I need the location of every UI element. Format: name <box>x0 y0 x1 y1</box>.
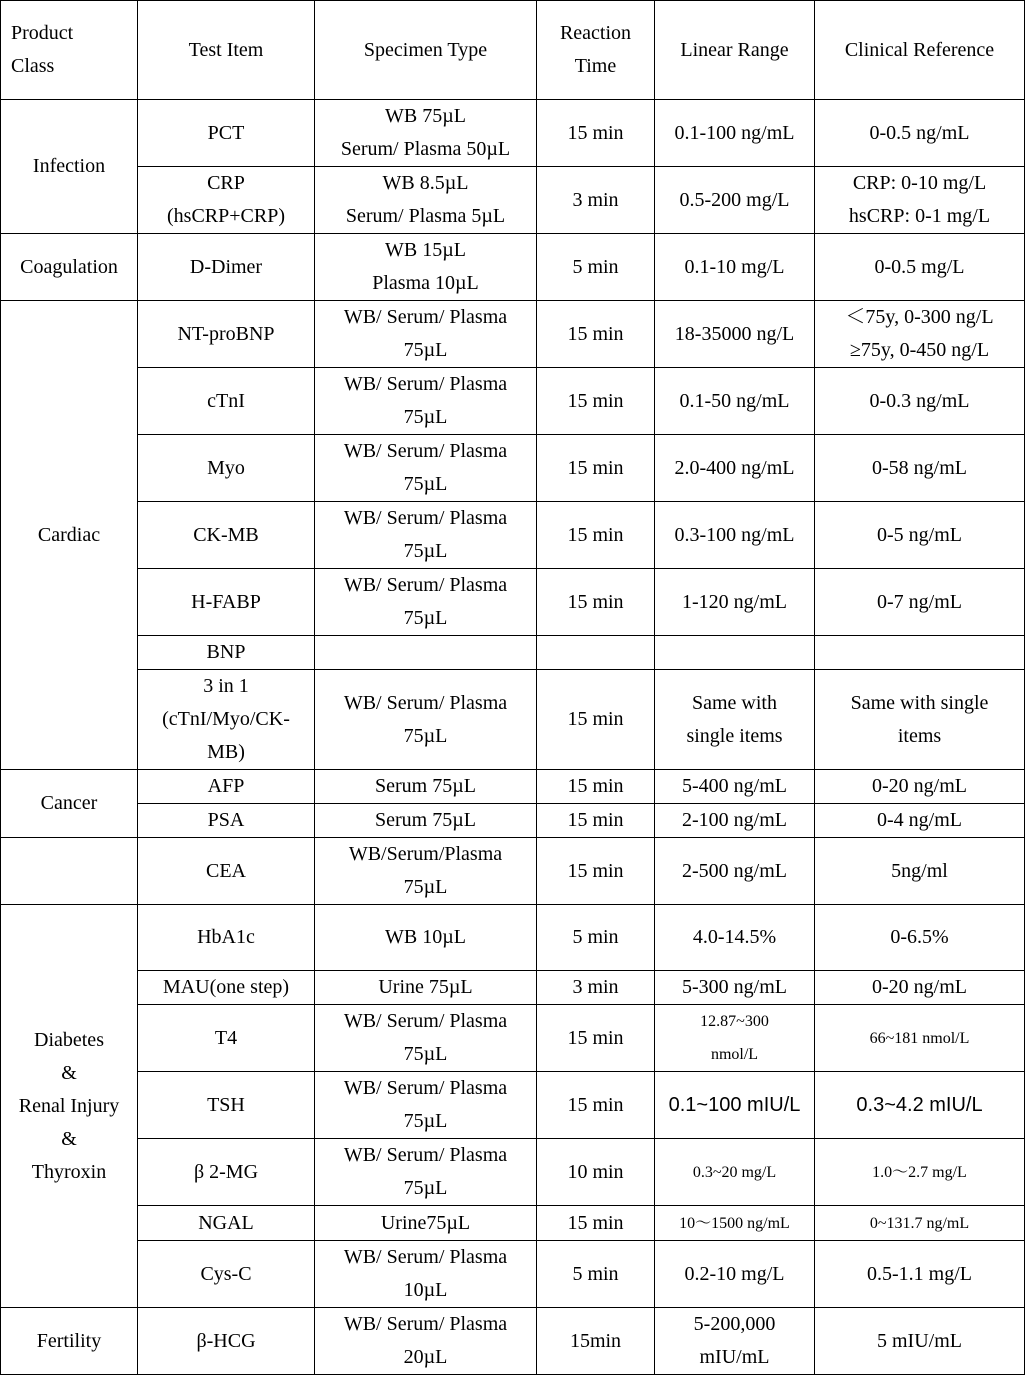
cell-test-item: D-Dimer <box>138 234 315 301</box>
table-row <box>1 234 1025 301</box>
cell-specimen: WB/ Serum/ Plasma 75µL <box>315 670 537 770</box>
cell-test-item: 3 in 1 (cTnI/Myo/CK- MB) <box>138 670 315 770</box>
cell-test-item: CEA <box>138 838 315 905</box>
cell-time: 15 min <box>537 670 655 770</box>
cell-specimen: WB/ Serum/ Plasma 20µL <box>315 1308 537 1375</box>
cell-test-item: PSA <box>138 804 315 838</box>
header-clinical-reference: Clinical Reference <box>815 1 1025 100</box>
header-reaction-time: Reaction Time <box>537 1 655 100</box>
cell-specimen: WB/ Serum/ Plasma 75µL <box>315 301 537 368</box>
cell-specimen: WB/ Serum/ Plasma 75µL <box>315 1005 537 1072</box>
cell-time: 3 min <box>537 167 655 234</box>
table-row <box>1 435 1025 502</box>
cell-time: 15 min <box>537 502 655 569</box>
header-product-class: Product Class <box>1 1 138 100</box>
group-coagulation: Coagulation <box>1 234 138 301</box>
cell-specimen: WB 15µL Plasma 10µL <box>315 234 537 301</box>
cell-specimen: WB/ Serum/ Plasma 75µL <box>315 435 537 502</box>
table-row <box>1 1308 1025 1375</box>
cell-range: 0.1-50 ng/mL <box>655 368 815 435</box>
cell-reference: 0-58 ng/mL <box>815 435 1025 502</box>
cell-range: 2.0-400 ng/mL <box>655 435 815 502</box>
table-row <box>1 1241 1025 1308</box>
cell-test-item: NT-proBNP <box>138 301 315 368</box>
cell-test-item: CRP (hsCRP+CRP) <box>138 167 315 234</box>
cell-reference: 0-5 ng/mL <box>815 502 1025 569</box>
cell-test-item: Myo <box>138 435 315 502</box>
cell-reference: 0-0.5 mg/L <box>815 234 1025 301</box>
cell-time: 5 min <box>537 905 655 971</box>
cell-range: 1-120 ng/mL <box>655 569 815 636</box>
cell-time: 15min <box>537 1308 655 1375</box>
cell-specimen: WB/ Serum/ Plasma 75µL <box>315 368 537 435</box>
cell-specimen: WB/Serum/Plasma 75µL <box>315 838 537 905</box>
cell-test-item: CK-MB <box>138 502 315 569</box>
cell-range: 0.3-100 ng/mL <box>655 502 815 569</box>
cell-specimen: WB/ Serum/ Plasma 75µL <box>315 502 537 569</box>
cell-reference: 1.0～2.7 mg/L <box>815 1139 1025 1206</box>
table-row <box>1 167 1025 234</box>
cell-time <box>537 636 655 670</box>
cell-reference: 0-20 ng/mL <box>815 971 1025 1005</box>
cell-range: 18-35000 ng/L <box>655 301 815 368</box>
cell-test-item: TSH <box>138 1072 315 1139</box>
cell-time: 15 min <box>537 1072 655 1139</box>
table-row <box>1 502 1025 569</box>
cell-test-item: PCT <box>138 100 315 167</box>
table-row <box>1 301 1025 368</box>
table-row <box>1 804 1025 838</box>
cell-test-item: Cys-C <box>138 1241 315 1308</box>
cell-range: 2-500 ng/mL <box>655 838 815 905</box>
group-fertility: Fertility <box>1 1308 138 1375</box>
cell-range: 0.5-200 mg/L <box>655 167 815 234</box>
table-row <box>1 569 1025 636</box>
cell-reference: 5ng/ml <box>815 838 1025 905</box>
header-linear-range: Linear Range <box>655 1 815 100</box>
cell-test-item: β 2-MG <box>138 1139 315 1206</box>
cell-range: 5-200,000 mIU/mL <box>655 1308 815 1375</box>
cell-range: 0.2-10 mg/L <box>655 1241 815 1308</box>
cell-reference: CRP: 0-10 mg/L hsCRP: 0-1 mg/L <box>815 167 1025 234</box>
cell-time: 15 min <box>537 804 655 838</box>
cell-test-item: AFP <box>138 770 315 804</box>
cell-range <box>655 636 815 670</box>
cell-specimen: WB/ Serum/ Plasma 75µL <box>315 569 537 636</box>
cell-reference: 0-7 ng/mL <box>815 569 1025 636</box>
cell-time: 5 min <box>537 234 655 301</box>
cell-range: 12.87~300 nmol/L <box>655 1005 815 1072</box>
cell-specimen: Serum 75µL <box>315 804 537 838</box>
cell-time: 3 min <box>537 971 655 1005</box>
cell-time: 15 min <box>537 435 655 502</box>
table-row <box>1 838 1025 905</box>
header-row <box>1 1 1025 100</box>
cell-reference: 5 mIU/mL <box>815 1308 1025 1375</box>
cell-test-item: cTnI <box>138 368 315 435</box>
cell-test-item: β-HCG <box>138 1308 315 1375</box>
cell-time: 15 min <box>537 100 655 167</box>
cell-test-item: BNP <box>138 636 315 670</box>
cell-reference <box>815 636 1025 670</box>
cell-reference: 0-0.3 ng/mL <box>815 368 1025 435</box>
cell-specimen: WB/ Serum/ Plasma 10µL <box>315 1241 537 1308</box>
cell-reference: 0-4 ng/mL <box>815 804 1025 838</box>
cell-specimen: WB 10µL <box>315 905 537 971</box>
group-cardiac: Cardiac <box>1 301 138 770</box>
header-specimen-type: Specimen Type <box>315 1 537 100</box>
cell-test-item: H-FABP <box>138 569 315 636</box>
cell-range: 0.1-100 ng/mL <box>655 100 815 167</box>
cell-range: 2-100 ng/mL <box>655 804 815 838</box>
cell-reference: 0.3~4.2 mIU/L <box>815 1072 1025 1139</box>
table-row <box>1 1005 1025 1072</box>
cell-specimen <box>315 636 537 670</box>
cell-range: 0.3~20 mg/L <box>655 1139 815 1206</box>
table-row <box>1 770 1025 804</box>
table-row <box>1 368 1025 435</box>
cell-reference: 0~131.7 ng/mL <box>815 1206 1025 1241</box>
cell-specimen: WB 75µL Serum/ Plasma 50µL <box>315 100 537 167</box>
cell-specimen: WB/ Serum/ Plasma 75µL <box>315 1139 537 1206</box>
cell-test-item: MAU(one step) <box>138 971 315 1005</box>
cell-reference: 0-0.5 ng/mL <box>815 100 1025 167</box>
cell-reference: 0.5-1.1 mg/L <box>815 1241 1025 1308</box>
group-empty <box>1 838 138 905</box>
cell-time: 15 min <box>537 1005 655 1072</box>
cell-reference: 0-6.5% <box>815 905 1025 971</box>
cell-specimen: WB/ Serum/ Plasma 75µL <box>315 1072 537 1139</box>
cell-time: 15 min <box>537 838 655 905</box>
cell-time: 15 min <box>537 569 655 636</box>
cell-test-item: T4 <box>138 1005 315 1072</box>
table-row <box>1 1206 1025 1241</box>
table-row <box>1 100 1025 167</box>
cell-range: 4.0-14.5% <box>655 905 815 971</box>
table-row <box>1 670 1025 770</box>
cell-reference: ＜75y, 0-300 ng/L ≥75y, 0-450 ng/L <box>815 301 1025 368</box>
table-row <box>1 905 1025 971</box>
cell-time: 5 min <box>537 1241 655 1308</box>
cell-test-item: NGAL <box>138 1206 315 1241</box>
group-cancer: Cancer <box>1 770 138 838</box>
cell-test-item: HbA1c <box>138 905 315 971</box>
group-infection: Infection <box>1 100 138 234</box>
cell-specimen: Serum 75µL <box>315 770 537 804</box>
cell-time: 15 min <box>537 1206 655 1241</box>
cell-specimen: WB 8.5µL Serum/ Plasma 5µL <box>315 167 537 234</box>
cell-reference: 66~181 nmol/L <box>815 1005 1025 1072</box>
table-row <box>1 1072 1025 1139</box>
table-row <box>1 1139 1025 1206</box>
cell-range: 5-300 ng/mL <box>655 971 815 1005</box>
cell-range: 0.1~100 mIU/L <box>655 1072 815 1139</box>
cell-range: 5-400 ng/mL <box>655 770 815 804</box>
cell-specimen: Urine75µL <box>315 1206 537 1241</box>
header-test-item: Test Item <box>138 1 315 100</box>
cell-reference: 0-20 ng/mL <box>815 770 1025 804</box>
cell-range: 0.1-10 mg/L <box>655 234 815 301</box>
table-row <box>1 636 1025 670</box>
cell-time: 15 min <box>537 301 655 368</box>
cell-specimen: Urine 75µL <box>315 971 537 1005</box>
cell-range: 10～1500 ng/mL <box>655 1206 815 1241</box>
cell-reference: Same with single items <box>815 670 1025 770</box>
cell-time: 15 min <box>537 368 655 435</box>
cell-range: Same with single items <box>655 670 815 770</box>
cell-time: 15 min <box>537 770 655 804</box>
cell-time: 10 min <box>537 1139 655 1206</box>
group-diabetes: Diabetes & Renal Injury & Thyroxin <box>1 905 138 1308</box>
table-row <box>1 971 1025 1005</box>
